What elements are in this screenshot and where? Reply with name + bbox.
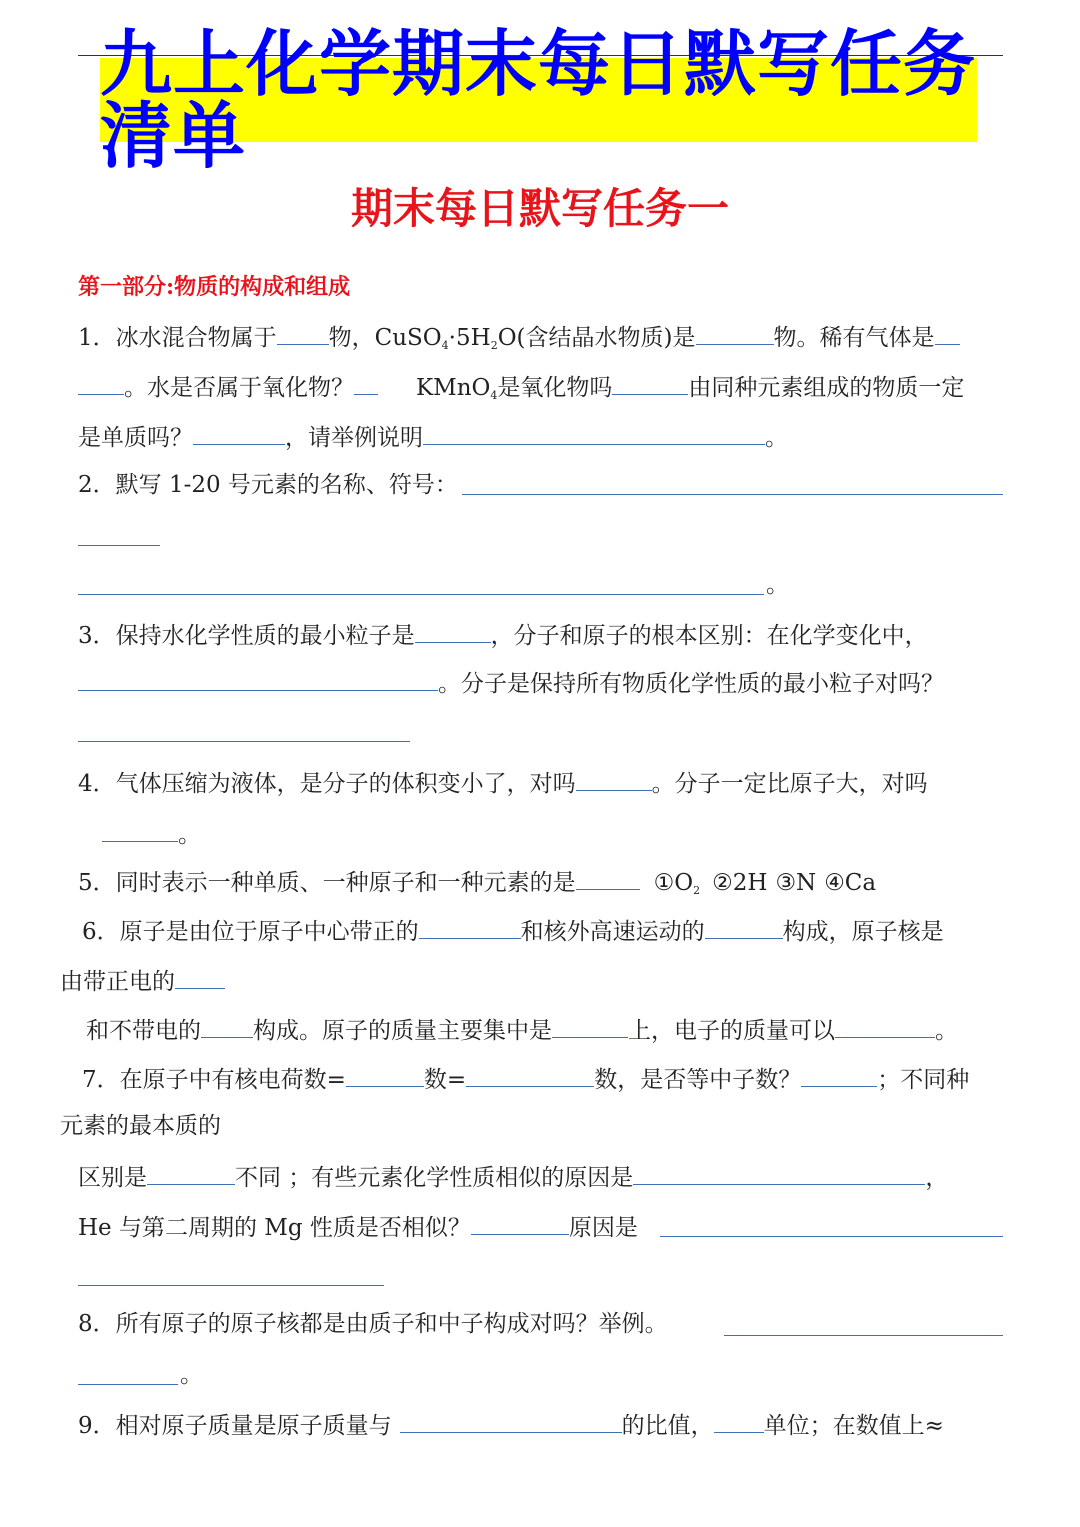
blank[interactable] [400, 1408, 622, 1433]
question-1-line-3: 是单质吗？ ，请举例说明 。 [78, 420, 788, 453]
blank[interactable] [696, 320, 774, 345]
blank[interactable] [423, 420, 765, 445]
blank[interactable] [935, 320, 960, 345]
question-5: 5．同时表示一种单质、一种原子和一种元素的是 $①O_2$ ②2H ③N ④Ca [78, 865, 876, 906]
blank[interactable] [576, 766, 652, 791]
answer-line[interactable] [462, 494, 1003, 495]
question-1-line-2: 。水是否属于氧化物？ KMnO$_4$是氧化物吗 由同种元素组成的物质一定 [78, 370, 964, 411]
blank[interactable] [466, 1062, 594, 1087]
option-1: ①O [653, 870, 694, 896]
question-9: 9．相对原子质量是原子质量与 的比值， 单位；在数值上≈ [78, 1408, 944, 1441]
blank[interactable] [835, 1013, 935, 1038]
blank[interactable] [552, 1013, 628, 1038]
answer-line[interactable] [660, 1236, 1003, 1237]
question-7-line-1: 7．在原子中有核电荷数= 数= 数，是否等中子数？ ；不同种 [82, 1062, 969, 1095]
question-3-line-1: 3．保持水化学性质的最小粒子是 ，分子和原子的根本区别：在化学变化中， [78, 618, 928, 651]
section-heading: 第一部分:物质的构成和组成 [78, 274, 351, 300]
blank[interactable] [346, 1062, 424, 1087]
answer-line[interactable] [78, 545, 160, 546]
question-2: 2．默写 1-20 号元素的名称、符号： [78, 472, 458, 498]
blank[interactable] [576, 865, 640, 890]
blank[interactable] [78, 666, 438, 691]
answer-line[interactable] [78, 741, 410, 742]
main-title: 九上化学期末每日默写任务清单 [100, 22, 977, 178]
blank[interactable] [419, 914, 521, 939]
question-7-line-2: 元素的最本质的 [60, 1113, 221, 1139]
blank[interactable] [277, 320, 329, 345]
blank[interactable] [193, 420, 285, 445]
question-2-end: 。 [766, 572, 789, 598]
blank[interactable] [415, 618, 491, 643]
blank[interactable] [102, 817, 178, 842]
question-7-line-4: He 与第二周期的 Mg 性质是否相似？ 原因是 [78, 1210, 638, 1243]
blank[interactable] [175, 964, 225, 989]
answer-line[interactable] [78, 1285, 384, 1286]
question-7-line-3: 区别是 不同 ；有些元素化学性质相似的原因是 ， [78, 1160, 948, 1193]
option-3: ③N [775, 870, 817, 896]
question-6-line-1: 6．原子是由位于原子中心带正的 和核外高速运动的 构成，原子核是 [82, 914, 944, 947]
question-8-end: 。 [180, 1362, 203, 1388]
answer-line[interactable] [78, 594, 764, 595]
blank[interactable] [147, 1160, 235, 1185]
question-1-line-1: 1．冰水混合物属于 物，$CuSO_4\cdot 5H_2O$(含结晶水物质)是 物。稀有气体是 [78, 320, 960, 361]
question-6-line-3: 和不带电的 构成。原子的质量主要集中是 上，电子的质量可以 。 [86, 1013, 958, 1046]
blank[interactable] [471, 1210, 569, 1235]
question-4-line-2: 。 [102, 817, 201, 850]
question-6-line-2: 由带正电的 [60, 964, 225, 997]
question-8: 8．所有原子的原子核都是由质子和中子构成对吗？举例。 [78, 1311, 668, 1337]
sub-title: 期末每日默写任务一 [350, 184, 729, 233]
option-4: ④Ca [824, 870, 877, 896]
answer-line[interactable] [724, 1335, 1003, 1336]
blank[interactable] [633, 1160, 925, 1185]
question-3-line-2: 。分子是保持所有物质化学性质的最小粒子对吗？ [78, 666, 944, 699]
blank[interactable] [201, 1013, 253, 1038]
main-title-banner [100, 22, 977, 178]
question-4-line-1: 4．气体压缩为液体，是分子的体积变小了，对吗 。分子一定比原子大，对吗 [78, 766, 928, 799]
option-2: ②2H [712, 870, 768, 896]
blank[interactable] [612, 370, 688, 395]
blank[interactable] [78, 370, 124, 395]
blank[interactable] [354, 370, 378, 395]
blank[interactable] [714, 1408, 764, 1433]
blank[interactable] [801, 1062, 877, 1087]
answer-line[interactable] [78, 1384, 178, 1385]
blank[interactable] [705, 914, 783, 939]
